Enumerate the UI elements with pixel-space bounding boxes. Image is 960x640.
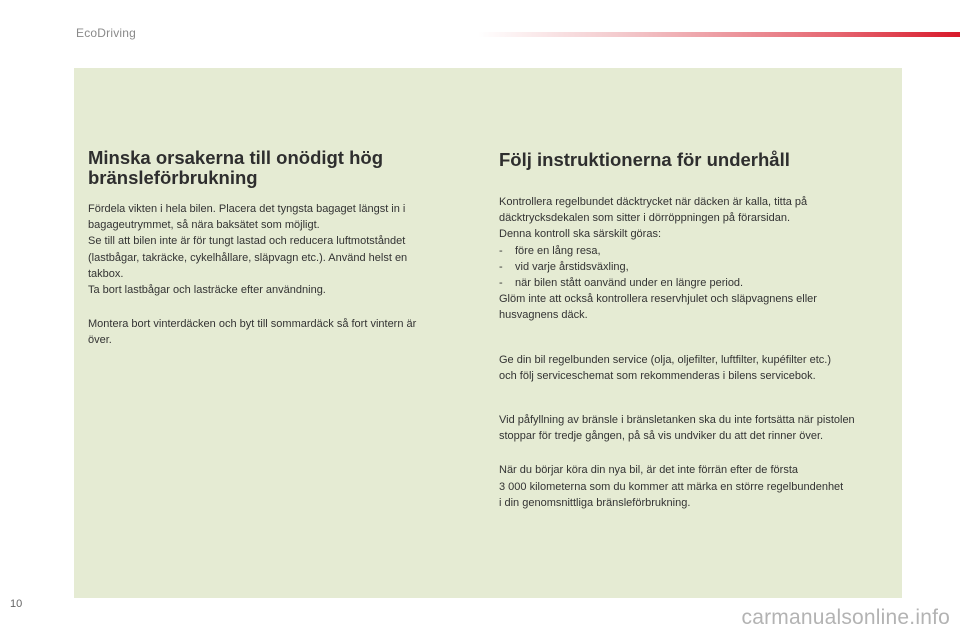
right-paragraph-new-car: När du börjar köra din nya bil, är det inte förrän efter de första 3 000 kilometerna som du kommer att märka en större regelbundenhet i din genomsnittliga bränsleförbrukning. (499, 464, 844, 509)
left-paragraph-tyres: Montera bort vinterdäcken och byt till sommardäck så fort vintern är över. (88, 318, 417, 347)
left-paragraph-weight: Fördela vikten i hela bilen. Placera det tyngsta bagaget längst in i bagageutrymmet, så nära baksätet som möjligt. Se till att bilen inte är för tungt lastad och reducera luftmotståndet (lastbågar, takräcke, cykelhållare, släpvagn etc.). Använd helst en takbox. Ta bort lastbågar och lasträcke efter användning. (88, 203, 408, 297)
left-heading-line1: Minska orsakerna till onödigt hög (88, 147, 384, 168)
right-paragraph-tyre-pressure: Kontrollera regelbundet däcktrycket när däcken är kalla, titta på däcktrycksdekalen som sitter i dörröppningen på förarsidan. Denna kontroll ska särskilt göras: (499, 196, 808, 241)
section-label: EcoDriving (76, 26, 137, 40)
bullet-item: - före en lång resa, (499, 243, 895, 259)
right-paragraph-refuelling: Vid påfyllning av bränsle i bränsletanken ska du inte fortsätta när pistolen stoppar för tredje gången, på så vis undviker du att det rinner över. (499, 414, 855, 443)
bullet-item: - vid varje årstidsväxling, (499, 259, 895, 275)
bullet-item: - när bilen stått oanvänd under en längre period. (499, 275, 895, 291)
right-heading: Följ instruktionerna för underhåll (499, 149, 790, 170)
content-panel (74, 68, 902, 598)
left-column (88, 148, 470, 349)
bullet-dash: - (499, 244, 503, 257)
left-heading (88, 148, 470, 188)
left-heading-line2: bränsleförbrukning (88, 167, 258, 188)
right-column (499, 148, 895, 511)
bullet-dash: - (499, 277, 503, 290)
header-accent-bar (478, 32, 960, 37)
right-paragraph-spare-wheel: Glöm inte att också kontrollera reservhjulet och släpvagnens eller husvagnens däck. (499, 293, 817, 322)
page-number: 10 (10, 598, 23, 610)
bullet-dash: - (499, 260, 503, 273)
right-paragraph-service: Ge din bil regelbunden service (olja, oljefilter, luftfilter, kupéfilter etc.) och följ serviceschemat som rekommenderas i bilens servicebok. (499, 353, 831, 382)
watermark: carmanualsonline.info (741, 606, 950, 629)
